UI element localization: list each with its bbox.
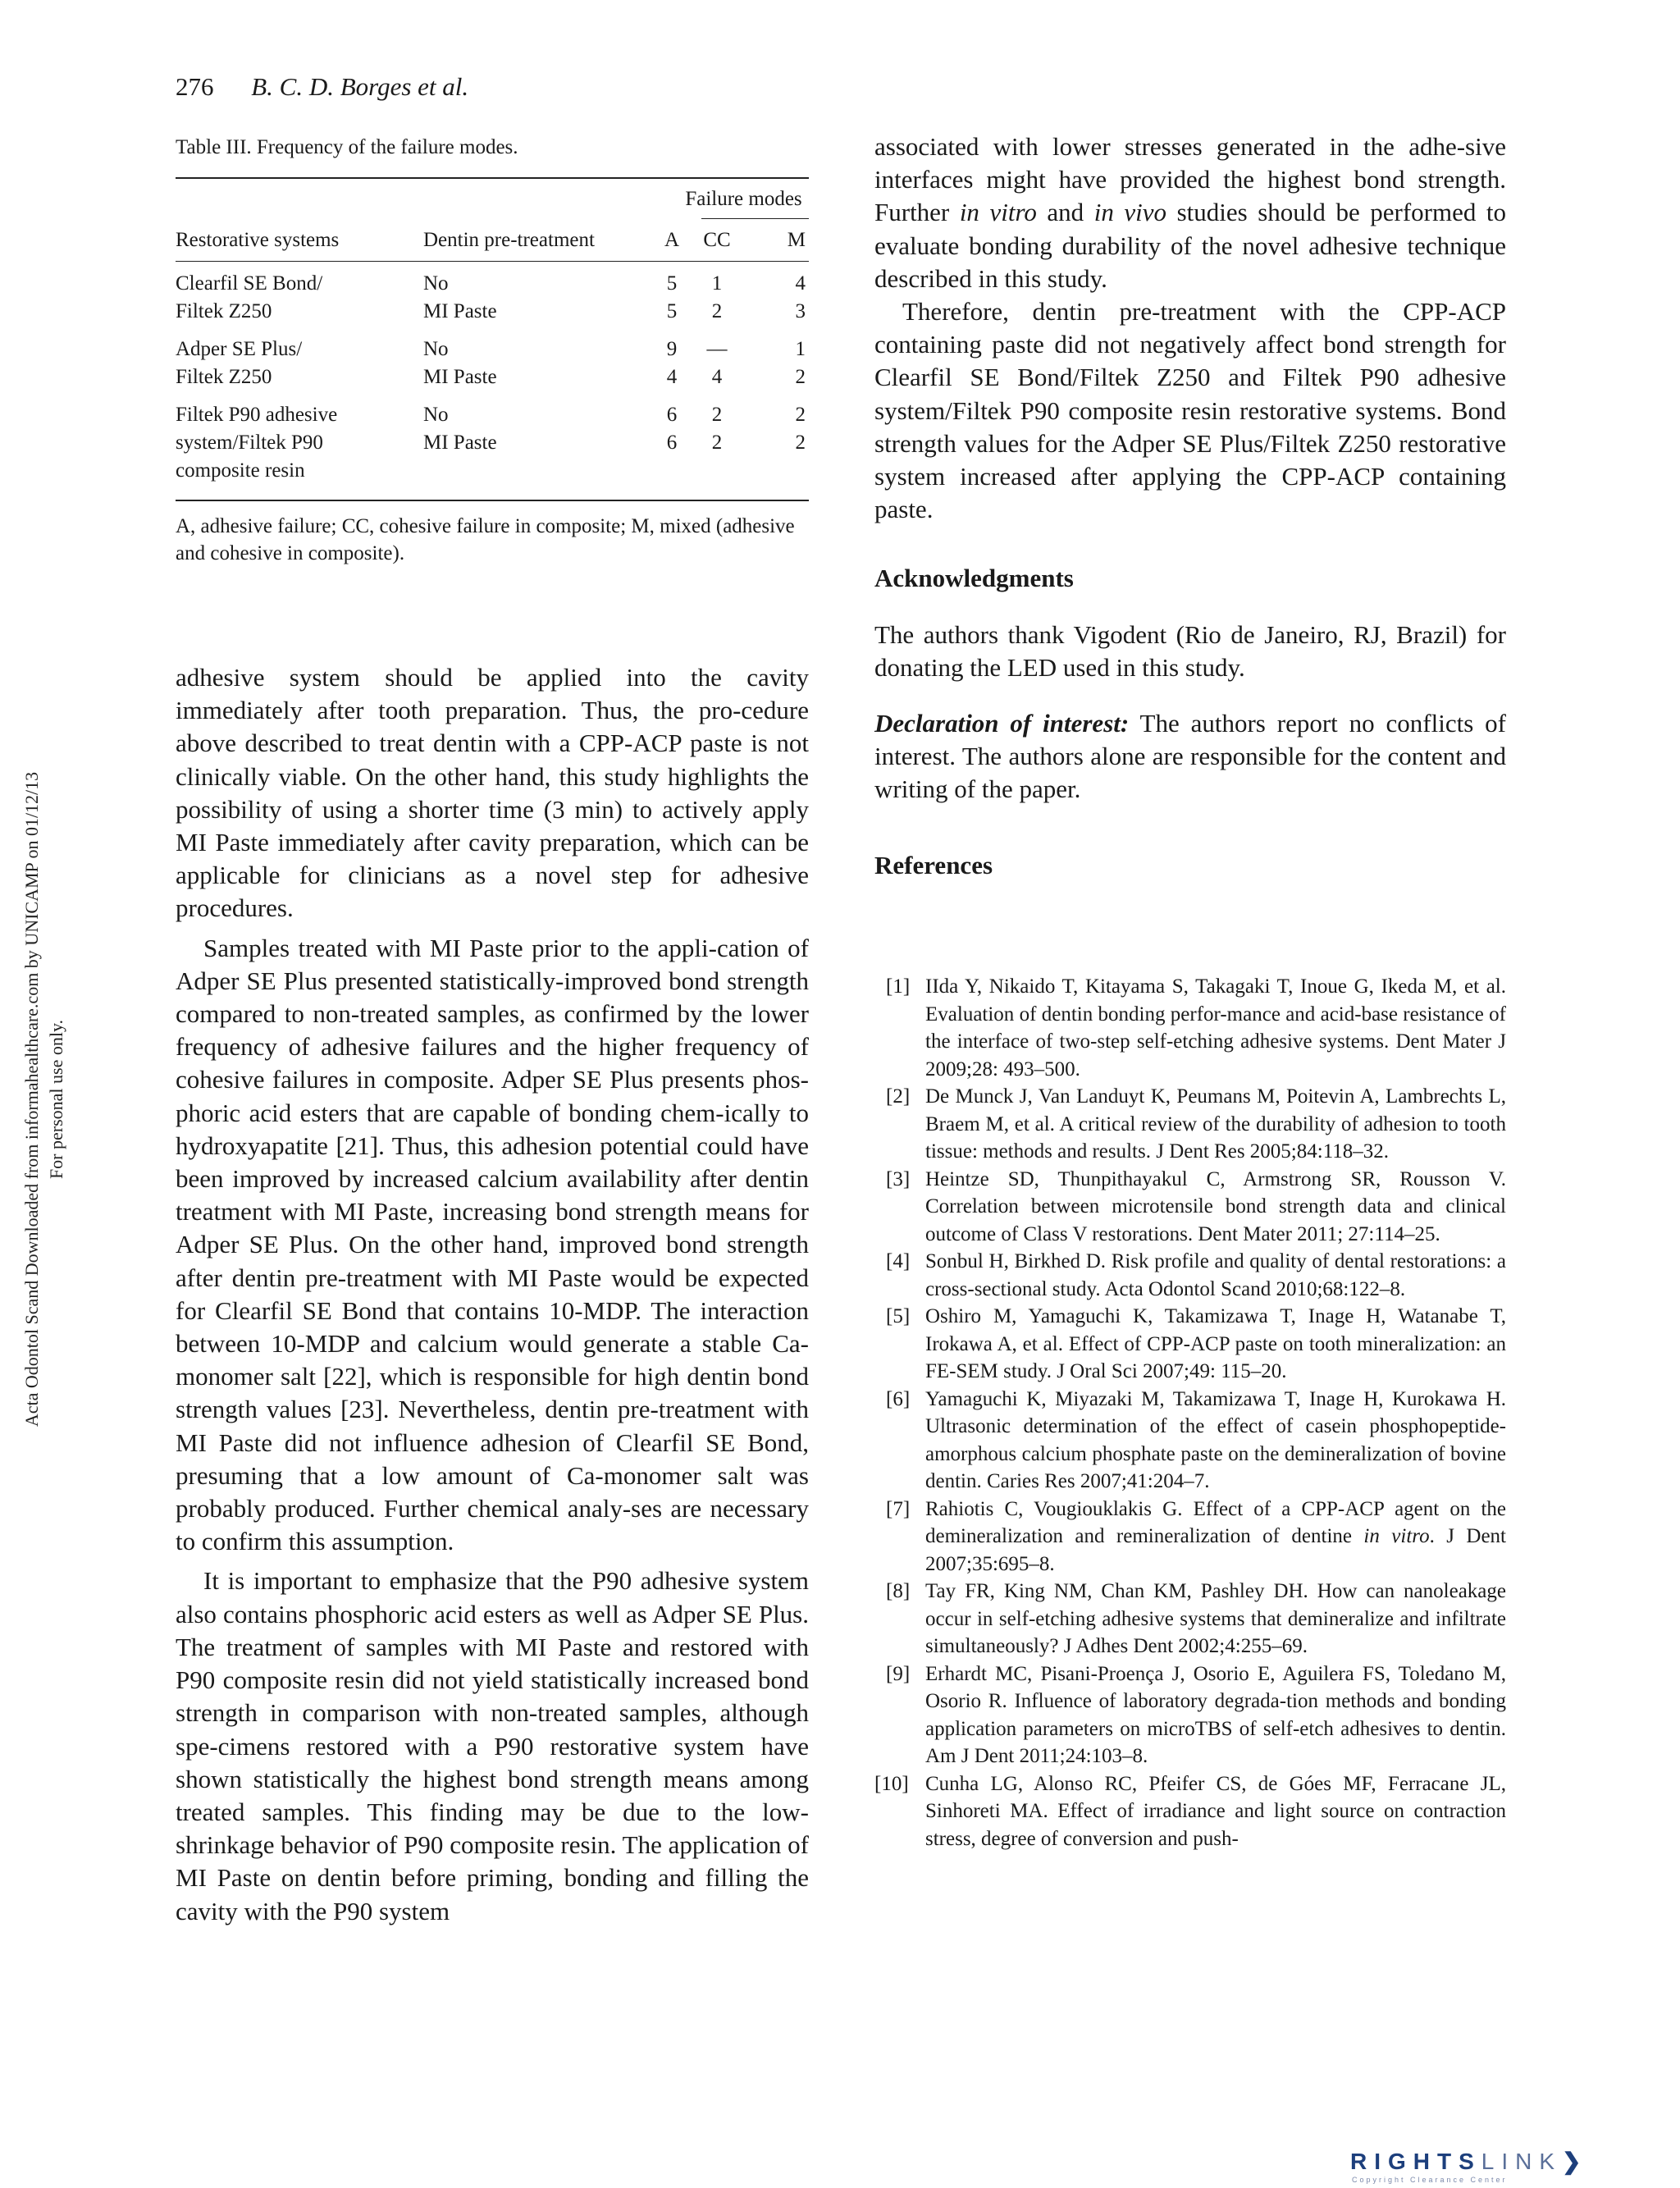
reference-number: [7] — [886, 1497, 911, 1520]
reference-item — [874, 1303, 1506, 1386]
reference-text: Erhardt MC, Pisani-Proença J, Osorio E, Aguilera FS, Toledano M, Osorio R. Influence of laboratory degrada-tion methods and bonding application parameters on microTBS of self-etch adhesives to dentin. Am J Dent 2011;24:103–8. — [925, 1662, 1506, 1767]
declaration-text: The authors report no conflicts of interest. The authors alone are responsible for the content and writing of the paper. — [874, 709, 1507, 804]
col-header-a: A — [664, 229, 680, 251]
cell: No — [423, 404, 449, 426]
reference-item — [874, 1770, 1506, 1853]
right-column — [874, 130, 1506, 882]
left-column — [176, 661, 809, 1928]
reference-list — [874, 973, 1506, 1852]
reference-italic: in vitro — [1363, 1525, 1430, 1547]
group-header-rule — [701, 218, 809, 219]
cell: MI Paste — [423, 366, 497, 388]
table-iii — [176, 136, 809, 567]
cell: Adper SE Plus/ — [176, 338, 303, 360]
cell: 4 — [666, 366, 678, 388]
italic-term: in vivo — [1093, 198, 1167, 227]
cell: 2 — [711, 432, 723, 454]
reference-text: IIda Y, Nikaido T, Kitayama S, Takagaki T, Inoue G, Ikeda M, et al. Evaluation of dentin bonding perfor-mance and acid-base resistance of the interface of two-step self-etching adhesive systems. Dent Mater J 2009;28: 493–500. — [925, 975, 1506, 1080]
logo-part-rights: RIGHTS — [1350, 2149, 1481, 2174]
reference-number: [4] — [886, 1250, 911, 1272]
watermark-line-2: For personal use only. — [46, 1019, 66, 1180]
reference-text: Rahiotis C, Vougiouklakis G. Effect of a CPP-ACP agent on the demineralization and remineralization of dentine — [925, 1497, 1506, 1547]
reference-item — [874, 1386, 1506, 1496]
reference-item — [874, 1248, 1506, 1303]
cell: — — [706, 338, 728, 360]
table-bottom-rule — [176, 500, 809, 501]
paragraph: adhesive system should be applied into the cavity immediately after tooth preparation. Thus, the pro-cedure above described to treat dentin with a CPP-ACP paste is not clinically viable. On the other hand, this study highlights the possibility of using a shorter time (3 min) to actively apply MI Paste immediately after cavity preparation, which can be applicable for clinicians as a novel step for adhesive procedures. — [176, 663, 809, 923]
col-header-m: M — [787, 229, 806, 251]
cell: 5 — [666, 272, 678, 295]
reference-item — [874, 1166, 1506, 1249]
cell: 5 — [666, 300, 678, 322]
reference-text: Cunha LG, Alonso RC, Pfeifer CS, de Góes MF, Ferracane JL, Sinhoreti MA. Effect of irradiance and light source on contraction stress, degree of conversion and push- — [925, 1772, 1506, 1850]
reference-text: Oshiro M, Yamaguchi K, Takamizawa T, Inage H, Watanabe T, Irokawa A, et al. Effect of CPP-ACP paste on tooth mineralization: an FE-SEM study. J Oral Sci 2007;49: 115–20. — [925, 1305, 1506, 1382]
cell — [687, 457, 747, 485]
failure-modes-body — [176, 270, 809, 485]
chevron-right-icon: ❯ — [1562, 2149, 1582, 2174]
reference-text: Tay FR, King NM, Chan KM, Pashley DH. How can nanoleakage occur in self-etching adhesive systems that demineralize and infiltrate simultaneously? J Adhes Dent 2002;4:255–69. — [925, 1580, 1506, 1657]
cell: 6 — [666, 404, 678, 426]
cell: 3 — [795, 300, 806, 322]
cell: 2 — [711, 300, 723, 322]
references-heading: References — [874, 850, 993, 879]
cell: 2 — [795, 432, 806, 454]
italic-term: in vitro — [959, 198, 1037, 227]
table-row — [176, 298, 809, 326]
reference-item — [874, 973, 1506, 1083]
running-header — [176, 72, 468, 102]
reference-item — [874, 1660, 1506, 1770]
reference-text: Yamaguchi K, Miyazaki M, Takamizawa T, Inage H, Kurokawa H. Ultrasonic determination of the effect of casein phosphopeptide-amorphous calcium phosphate paste on the demineralization of bovine dentin. Caries Res 2007;41:204–7. — [925, 1387, 1506, 1492]
reference-number: [6] — [886, 1387, 911, 1410]
rightslink-logo[interactable] — [1350, 2148, 1582, 2175]
paragraph: It is important to emphasize that the P90 adhesive system also contains phosphoric acid esters as well as Adper SE Plus. The treatment of samples with MI Paste and restored with P90 composite resin did not yield statistically increased bond strength in comparison with non-treated samples, although spe-cimens restored with a P90 restorative system have shown statistically the highest bond strength means among treated samples. This finding may be due to the low-shrinkage behavior of P90 composite resin. The application of MI Paste on dentin before priming, bonding and filling the cavity with the P90 system — [176, 1566, 809, 1925]
cell: MI Paste — [423, 432, 497, 454]
table-row — [176, 401, 809, 429]
reference-item — [874, 1496, 1506, 1578]
paragraph: Samples treated with MI Paste prior to the appli-cation of Adper SE Plus presented statistically-improved bond strength compared to non-treated samples, as confirmed by the lower frequency of adhesive failures and the higher frequency of cohesive failures in composite. Adper SE Plus presents phos-phoric acid esters that are capable of bonding chem-ically to hydroxyapatite [21]. Thus, this adhesion potential could have been improved by increased calcium availability after dentin treatment with MI Paste, increasing bond strength means for Adper SE Plus. On the other hand, improved bond strength after dentin pre-treatment with MI Paste would be expected for Clearfil SE Bond that contains 10-MDP. The interaction between 10-MDP and calcium would generate a stable Ca-monomer salt [22], which is responsible for high dentin bond strength values [23]. Nevertheless, dentin pre-treatment with MI Paste did not influence adhesion of Clearfil SE Bond, presuming that a low amount of Ca-monomer salt was probably produced. Further chemical analy-ses are necessary to confirm this assumption. — [176, 933, 809, 1556]
cell: MI Paste — [423, 300, 497, 322]
cell: composite resin — [176, 459, 305, 482]
page-number: 276 — [176, 72, 214, 101]
col-header-cc: CC — [703, 229, 731, 251]
cell: No — [423, 338, 449, 360]
reference-number: [10] — [874, 1772, 909, 1795]
group-header-failure-modes: Failure modes — [685, 188, 802, 210]
reference-item — [874, 1083, 1506, 1166]
acknowledgments-heading: Acknowledgments — [874, 564, 1074, 593]
reference-text: Heintze SD, Thunpithayakul C, Armstrong SR, Rousson V. Correlation between microtensile bond strength data and clinical outcome of Class V restorations. Dent Mater 2011; 27:114–25. — [925, 1167, 1506, 1245]
reference-number: [2] — [886, 1085, 911, 1108]
watermark-line-1: Acta Odontol Scand Downloaded from informahealthcare.com by UNICAMP on 01/12/13 — [21, 771, 42, 1427]
reference-number: [9] — [886, 1662, 911, 1685]
cell — [657, 457, 687, 485]
reference-text: De Munck J, Van Landuyt K, Peumans M, Poitevin A, Lambrechts L, Braem M, et al. A critical review of the durability of adhesion to tooth tissue: methods and results. J Dent Res 2005;84:118–32. — [925, 1085, 1506, 1163]
table-row — [176, 457, 809, 485]
cell: 2 — [795, 404, 806, 426]
cell: 1 — [711, 272, 723, 295]
cell: 9 — [666, 338, 678, 360]
cell: Filtek Z250 — [176, 300, 272, 322]
reference-number: [8] — [886, 1580, 911, 1602]
logo-part-link: LINK — [1481, 2149, 1563, 2174]
table-header-rule — [176, 261, 809, 262]
table-footnote: A, adhesive failure; CC, cohesive failure in composite; M, mixed (adhesive and cohesive in composite). — [176, 515, 795, 564]
reference-tail: . J Dent 2007;35:695–8. — [925, 1525, 1506, 1575]
cell: 1 — [795, 338, 806, 360]
failure-modes-table — [176, 179, 809, 261]
table-row — [176, 429, 809, 457]
cell — [423, 457, 657, 485]
cell: Filtek Z250 — [176, 366, 272, 388]
cell — [747, 457, 809, 485]
reference-item — [874, 1578, 1506, 1660]
reference-number: [5] — [886, 1305, 911, 1327]
cell: Clearfil SE Bond/ — [176, 272, 323, 295]
cell: Filtek P90 adhesive — [176, 404, 338, 426]
paragraph — [874, 130, 1506, 295]
cell: 4 — [711, 366, 723, 388]
table-row — [176, 270, 809, 298]
running-authors: B. C. D. Borges et al. — [251, 72, 469, 101]
reference-text: Sonbul H, Birkhed D. Risk profile and quality of dental restorations: a cross-sectional study. Acta Odontol Scand 2010;68:122–8. — [925, 1250, 1506, 1300]
reference-number: [3] — [886, 1167, 911, 1190]
col-header-dentin-pretreatment: Dentin pre-treatment — [423, 229, 595, 251]
text-run: and — [1036, 198, 1094, 227]
cell: system/Filtek P90 — [176, 432, 323, 454]
acknowledgments-text: The authors thank Vigodent (Rio de Janeiro, RJ, Brazil) for donating the LED used in this study. — [874, 619, 1506, 682]
cell: 6 — [666, 432, 678, 454]
declaration-title: Declaration of interest: — [874, 709, 1130, 738]
table-row — [176, 336, 809, 363]
paragraph: Therefore, dentin pre-treatment with the CPP-ACP containing paste did not negatively affect bond strength for Clearfil SE Bond/Filtek Z250 and Filtek P90 adhesive system/Filtek P90 composite resin restorative systems. Bond strength values for the Adper SE Plus/Filtek Z250 restorative system increased after applying the CPP-ACP containing paste. — [874, 297, 1506, 524]
declaration-of-interest — [874, 707, 1506, 806]
cell: 2 — [711, 404, 723, 426]
cell: No — [423, 272, 449, 295]
table-row — [176, 363, 809, 391]
cell: 2 — [795, 366, 806, 388]
col-header-restorative-systems: Restorative systems — [176, 229, 340, 251]
text-run: associated with lower stresses generated in the adhe-sive interfaces might have provided the highest bond strength. Further — [874, 132, 1506, 227]
table-caption: Table III. Frequency of the failure modes. — [176, 136, 518, 158]
reference-number: [1] — [886, 975, 911, 998]
rightslink-tagline: Copyright Clearance Center — [1352, 2176, 1508, 2184]
text-run: studies should be performed to evaluate bonding durability of the novel adhesive technique described in this study. — [874, 198, 1507, 293]
cell: 4 — [795, 272, 806, 295]
